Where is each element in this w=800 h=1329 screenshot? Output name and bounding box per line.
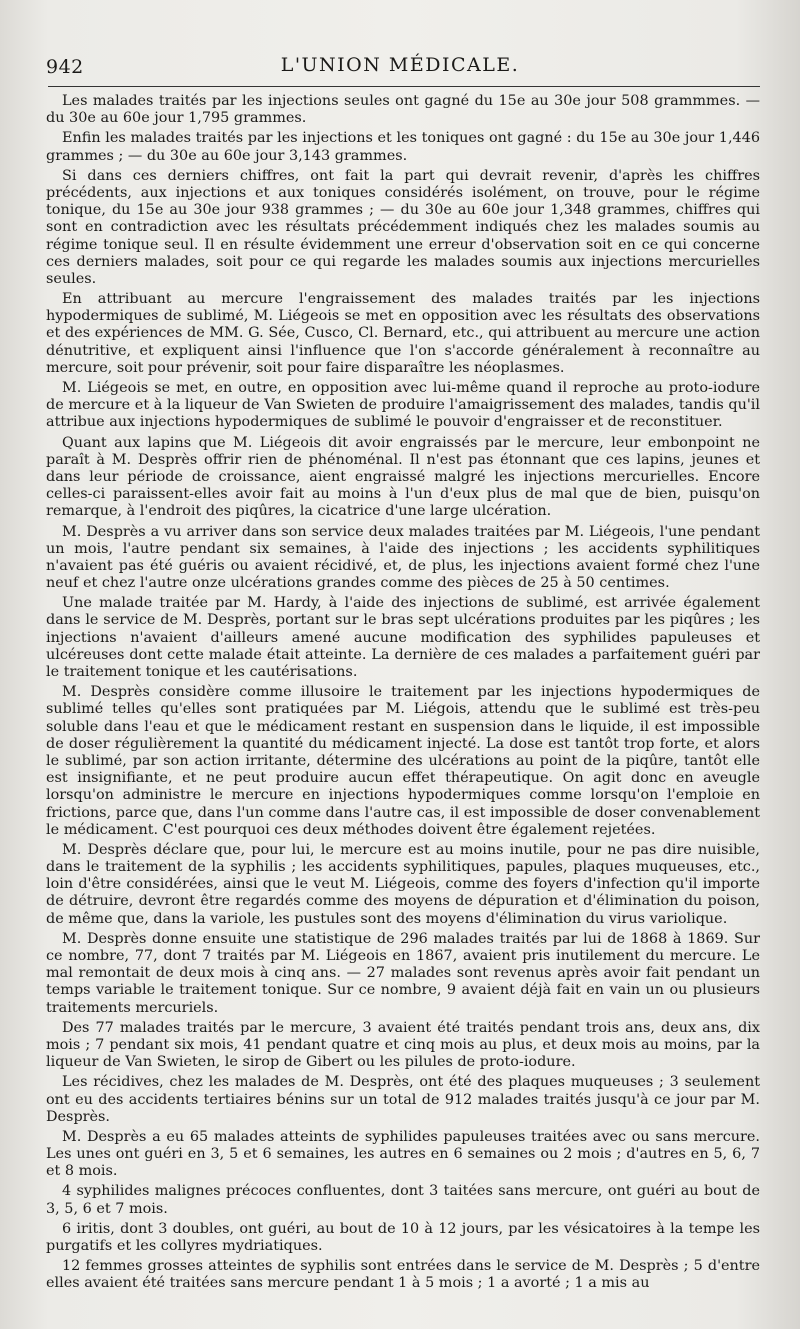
paragraph: Les malades traités par les injections seules ont gagné du 15e au 30e jour 508 grammmes. — du 30e au 60e jour 1,795 grammes.: [46, 93, 760, 127]
body-text: [46, 93, 760, 1296]
paragraph: M. Desprès considère comme illusoire le traitement par les injections hypodermiques de sublimé telles qu'elles sont pratiquées par M. Liégois, attendu que le sublimé est très-peu soluble dans l'eau et que le médicament restant en suspension dans le liquide, il est impossible de doser régulièrement la quantité du médicament injecté. La dose est tantôt trop forte, et alors le sublimé, par son action irritante, détermine des ulcérations au point de la piqûre, tantôt elle est insignifiante, et ne peut produire aucun effet thérapeutique. On agit donc en aveugle lorsqu'on administre le mercure en injections hypodermiques comme lorsqu'on l'emploie en frictions, parce que, dans l'un comme dans l'autre cas, il est impossible de doser convenablement le médicament. C'est pourquoi ces deux méthodes doivent être également rejetées.: [46, 684, 760, 838]
paragraph: M. Desprès déclare que, pour lui, le mercure est au moins inutile, pour ne pas dire nuisible, dans le traitement de la syphilis ; les accidents syphilitiques, papules, plaques muqueuses, etc., loin d'être considérées, ainsi que le veut M. Liégeois, comme des foyers d'infection qu'il importe de détruire, devront être regardés comme des moyens de dépuration et d'élimination du poison, de même que, dans la variole, les pustules sont des moyens d'élimination du virus variolique.: [46, 841, 760, 927]
paragraph: M. Desprès donne ensuite une statistique de 296 malades traités par lui de 1868 à 1869. Sur ce nombre, 77, dont 7 traités par M. Liégeois en 1867, avaient pris inutilement du mercure. Le mal remontait de deux mois à cinq ans. — 27 malades sont revenus après avoir fait pendant un temps variable le traitement tonique. Sur ce nombre, 9 avaient déjà fait en vain un ou plusieurs traitements mercuriels.: [46, 930, 760, 1016]
page-number: 942: [46, 56, 84, 78]
paragraph: Quant aux lapins que M. Liégeois dit avoir engraissés par le mercure, leur embonpoint ne paraît à M. Desprès offrir rien de phénoménal. Il n'est pas étonnant que ces lapins, jeunes et dans leur période de croissance, aient engraissé malgré les injections mercurielles. Encore celles-ci paraissent-elles avoir fait au moins à l'un d'eux plus de mal que de bien, puisqu'on remarque, à l'endroit des piqûres, la cicatrice d'une large ulcération.: [46, 434, 760, 520]
paragraph: M. Liégeois se met, en outre, en opposition avec lui-même quand il reproche au proto-iodure de mercure et à la liqueur de Van Swieten de produire l'amaigrissement des malades, tandis qu'il attribue aux injections hypodermiques de sublimé le pouvoir d'engraisser et de reconstituer.: [46, 380, 760, 431]
paragraph: Enfin les malades traités par les injections et les toniques ont gagné : du 15e au 30e jour 1,446 grammes ; — du 30e au 60e jour 3,143 grammes.: [46, 130, 760, 164]
paragraph: Les récidives, chez les malades de M. Desprès, ont été des plaques muqueuses ; 3 seulement ont eu des accidents tertiaires bénins sur un total de 912 malades traités jusqu'à ce jour par M. Desprès.: [46, 1074, 760, 1125]
paragraph: 4 syphilides malignes précoces confluentes, dont 3 taitées sans mercure, ont guéri au bout de 3, 5, 6 et 7 mois.: [46, 1183, 760, 1217]
paragraph: En attribuant au mercure l'engraissement des malades traités par les injections hypodermiques de sublimé, M. Liégeois se met en opposition avec les résultats des observations et des expériences de MM. G. Sée, Cusco, Cl. Bernard, etc., qui attribuent au mercure une action dénutritive, et expliquent ainsi l'influence que l'on s'accorde généralement à reconnaître au mercure, soit pour prévenir, soit pour faire disparaître les néoplasmes.: [46, 291, 760, 376]
header-rule: [48, 86, 760, 87]
running-title: L'UNION MÉDICALE.: [280, 54, 520, 76]
paragraph: Des 77 malades traités par le mercure, 3 avaient été traités pendant trois ans, deux ans, dix mois ; 7 pendant six mois, 41 pendant quatre et cinq mois au plus, et deux mois au moins, par la liqueur de Van Swieten, le sirop de Gibert ou les pilules de proto-iodure.: [46, 1019, 760, 1071]
paragraph: M. Desprès a vu arriver dans son service deux malades traitées par M. Liégeois, l'une pendant un mois, l'autre pendant six semaines, à l'aide des injections ; les accidents syphilitiques n'avaient pas été guéris ou avaient récidivé, et, de plus, les injections avaient formé chez l'une neuf et chez l'autre onze ulcérations grandes comme des pièces de 25 à 50 centimes.: [46, 523, 760, 592]
page-header: [0, 44, 800, 84]
paragraph: Si dans ces derniers chiffres, ont fait la part qui devrait revenir, d'après les chiffres précédents, aux injections et aux toniques considérés isolément, on trouve, pour le régime tonique, du 15e au 30e jour 938 grammes ; — du 30e au 60e jour 1,348 grammes, chiffres qui sont en contradiction avec les résultats précédemment indiqués chez les malades soumis au régime tonique seul. Il en résulte évidemment une erreur d'observation soit en ce qui concerne ces derniers malades, soit pour ce qui regarde les malades soumis aux injections mercurielles seules.: [46, 167, 760, 287]
paragraph: 12 femmes grosses atteintes de syphilis sont entrées dans le service de M. Desprès ; 5 d'entre elles avaient été traitées sans mercure pendant 1 à 5 mois ; 1 a avorté ; 1 a mis au: [46, 1258, 760, 1292]
paragraph: 6 iritis, dont 3 doubles, ont guéri, au bout de 10 à 12 jours, par les vésicatoires à la tempe les purgatifs et les collyres mydriatiques.: [46, 1220, 760, 1254]
paragraph: Une malade traitée par M. Hardy, à l'aide des injections de sublimé, est arrivée également dans le service de M. Desprès, portant sur le bras sept ulcérations produites par les piqûres ; les injections n'avaient d'ailleurs amené aucune modification des syphilides papuleuses et ulcéreuses dont cette malade était atteinte. La dernière de ces malades a parfaitement guéri par le traitement tonique et les cautérisations.: [46, 595, 760, 680]
paragraph: M. Desprès a eu 65 malades atteints de syphilides papuleuses traitées avec ou sans mercure. Les unes ont guéri en 3, 5 et 6 semaines, les autres en 6 semaines ou 2 mois ; d'autres en 5, 6, 7 et 8 mois.: [46, 1128, 760, 1180]
